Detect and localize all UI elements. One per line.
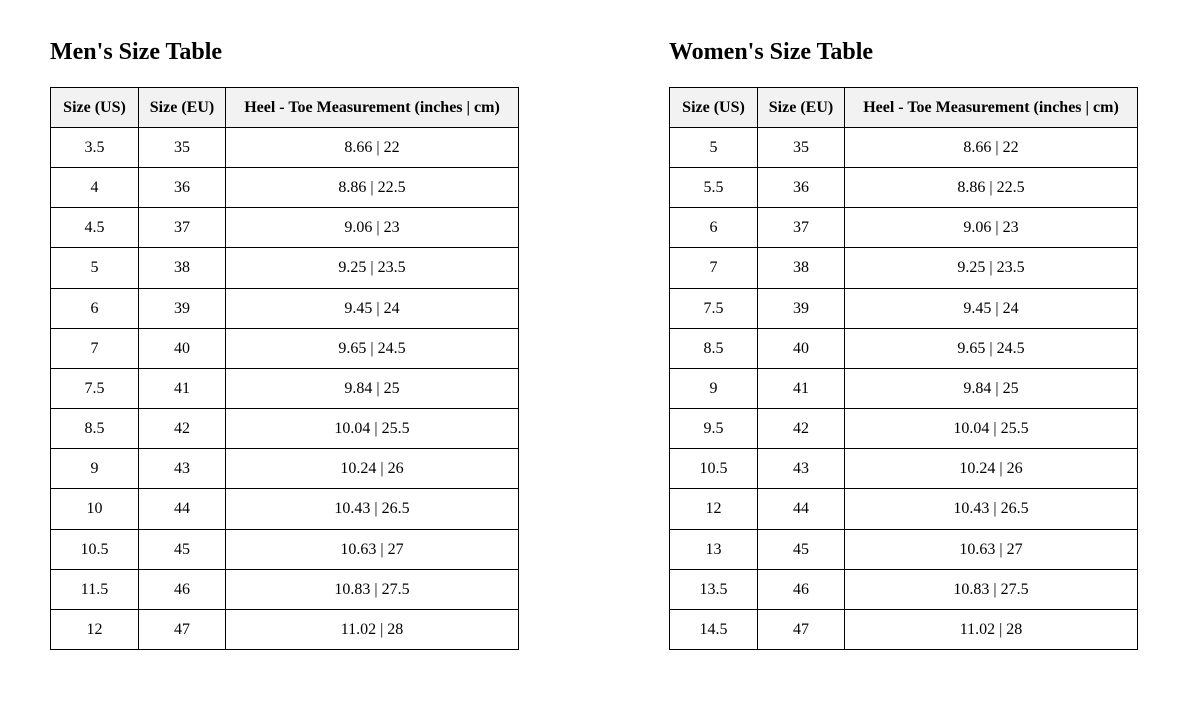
womens-table-head [670,87,1138,127]
table-row [670,368,1138,408]
column-header-1: Size (EU) [139,87,226,127]
table-cell: 9 [51,449,139,489]
table-cell: 43 [758,449,845,489]
table-row [670,489,1138,529]
tables-row [50,20,1150,650]
table-row [51,610,519,650]
table-cell: 5.5 [670,167,758,207]
table-cell: 8.5 [51,409,139,449]
table-row [670,288,1138,328]
table-cell: 38 [139,248,226,288]
table-cell: 41 [758,368,845,408]
table-cell: 9.45 | 24 [845,288,1138,328]
table-row [51,409,519,449]
table-cell: 10.24 | 26 [845,449,1138,489]
table-cell: 12 [51,610,139,650]
table-row [670,167,1138,207]
table-row [670,529,1138,569]
column-header-2: Heel - Toe Measurement (inches | cm) [845,87,1138,127]
column-header-1: Size (EU) [758,87,845,127]
table-row [51,328,519,368]
table-cell: 10.5 [670,449,758,489]
table-cell: 39 [758,288,845,328]
table-cell: 9.84 | 25 [226,368,519,408]
table-cell: 37 [758,208,845,248]
table-cell: 47 [758,610,845,650]
table-row [51,489,519,529]
table-cell: 10.43 | 26.5 [845,489,1138,529]
table-cell: 37 [139,208,226,248]
table-cell: 9.25 | 23.5 [845,248,1138,288]
table-cell: 8.66 | 22 [226,127,519,167]
table-cell: 8.66 | 22 [845,127,1138,167]
table-cell: 10.83 | 27.5 [226,569,519,609]
mens-table-body [51,127,519,649]
table-cell: 11.02 | 28 [226,610,519,650]
table-cell: 47 [139,610,226,650]
mens-table-title: Men's Size Table [50,39,223,65]
table-row [670,328,1138,368]
table-cell: 10.04 | 25.5 [226,409,519,449]
table-cell: 4 [51,167,139,207]
table-row [670,208,1138,248]
table-cell: 7 [51,328,139,368]
table-cell: 42 [139,409,226,449]
column-header-0: Size (US) [670,87,758,127]
table-cell: 10.24 | 26 [226,449,519,489]
table-row [670,610,1138,650]
table-cell: 9.45 | 24 [226,288,519,328]
womens-size-table [669,87,1138,651]
table-row [670,248,1138,288]
table-cell: 10.83 | 27.5 [845,569,1138,609]
table-cell: 9.25 | 23.5 [226,248,519,288]
column-header-2: Heel - Toe Measurement (inches | cm) [226,87,519,127]
table-cell: 9.5 [670,409,758,449]
column-header-0: Size (US) [51,87,139,127]
womens-size-table-section [669,20,1138,650]
table-row [51,529,519,569]
table-cell: 6 [670,208,758,248]
table-cell: 40 [139,328,226,368]
table-row [670,569,1138,609]
table-cell: 13 [670,529,758,569]
table-cell: 35 [758,127,845,167]
table-cell: 4.5 [51,208,139,248]
table-cell: 5 [51,248,139,288]
table-cell: 10 [51,489,139,529]
womens-table-title: Women's Size Table [669,39,874,65]
table-cell: 9.65 | 24.5 [226,328,519,368]
table-row [51,569,519,609]
mens-size-table [50,87,519,651]
table-cell: 8.5 [670,328,758,368]
table-cell: 9.65 | 24.5 [845,328,1138,368]
table-cell: 10.63 | 27 [845,529,1138,569]
table-row [670,409,1138,449]
table-cell: 8.86 | 22.5 [845,167,1138,207]
table-cell: 5 [670,127,758,167]
table-row [670,127,1138,167]
table-row [51,167,519,207]
table-cell: 6 [51,288,139,328]
table-cell: 9.06 | 23 [845,208,1138,248]
table-row [51,208,519,248]
table-cell: 36 [758,167,845,207]
table-cell: 10.63 | 27 [226,529,519,569]
table-cell: 39 [139,288,226,328]
table-cell: 11.02 | 28 [845,610,1138,650]
table-cell: 9 [670,368,758,408]
header-row [670,87,1138,127]
table-cell: 41 [139,368,226,408]
table-cell: 40 [758,328,845,368]
table-row [51,368,519,408]
table-row [51,288,519,328]
table-cell: 12 [670,489,758,529]
header-row [51,87,519,127]
table-cell: 45 [139,529,226,569]
table-cell: 7 [670,248,758,288]
table-cell: 44 [139,489,226,529]
table-cell: 9.06 | 23 [226,208,519,248]
table-cell: 45 [758,529,845,569]
table-cell: 46 [139,569,226,609]
table-row [51,127,519,167]
table-cell: 36 [139,167,226,207]
table-cell: 10.5 [51,529,139,569]
table-cell: 10.04 | 25.5 [845,409,1138,449]
table-cell: 46 [758,569,845,609]
table-cell: 35 [139,127,226,167]
table-cell: 42 [758,409,845,449]
table-cell: 11.5 [51,569,139,609]
womens-table-body [670,127,1138,649]
table-cell: 9.84 | 25 [845,368,1138,408]
table-cell: 3.5 [51,127,139,167]
table-cell: 7.5 [670,288,758,328]
mens-table-head [51,87,519,127]
table-cell: 13.5 [670,569,758,609]
table-row [51,248,519,288]
table-row [670,449,1138,489]
table-cell: 14.5 [670,610,758,650]
table-cell: 43 [139,449,226,489]
table-cell: 38 [758,248,845,288]
table-cell: 10.43 | 26.5 [226,489,519,529]
table-row [51,449,519,489]
table-cell: 44 [758,489,845,529]
table-cell: 8.86 | 22.5 [226,167,519,207]
table-cell: 7.5 [51,368,139,408]
mens-size-table-section [50,20,519,650]
